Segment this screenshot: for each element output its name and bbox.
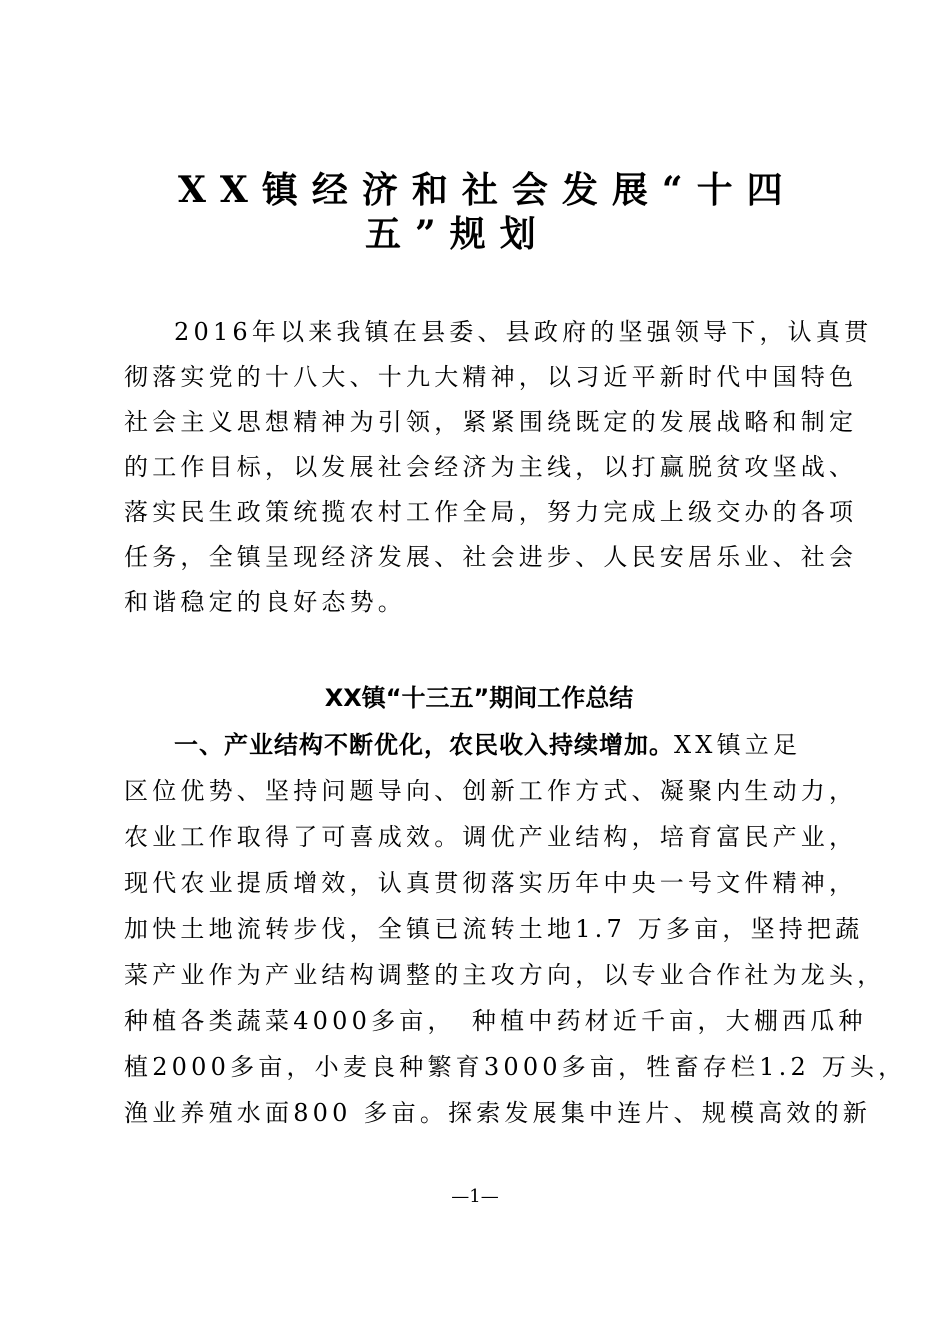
item1-line-5: 加快土地流转步伐，全镇已流转土地1.7 万多亩，坚持把蔬 [124, 915, 864, 943]
intro-line-7: 和谐稳定的良好态势。 [124, 588, 406, 616]
intro-line-2: 彻落实党的十八大、十九大精神，以习近平新时代中国特色 [124, 363, 858, 391]
intro-line-5: 落实民生政策统揽农村工作全局，努力完成上级交办的各项 [124, 498, 858, 526]
intro-line-1: 2016年以来我镇在县委、县政府的坚强领导下，认真贯 [174, 318, 873, 346]
item1-line-7: 种植各类蔬菜4000多亩， 种植中药材近千亩，大棚西瓜种 [124, 1007, 867, 1035]
page-number: —1— [451, 1186, 499, 1207]
section-heading: XX镇“十三五”期间工作总结 [324, 684, 634, 712]
item1-lead: 一、产业结构不断优化，农民收入持续增加。 [174, 731, 674, 759]
document-title-line-2: 五”规划 [365, 213, 550, 255]
item1-line-9: 渔业养殖水面800 多亩。探索发展集中连片、规模高效的新 [124, 1099, 872, 1127]
intro-line-6: 任务，全镇呈现经济发展、社会进步、人民安居乐业、社会 [124, 543, 858, 571]
item1-line-2: 区位优势、坚持问题导向、创新工作方式、凝聚内生动力， [124, 777, 858, 805]
document-title-line-1: XX镇经济和社会发展“十四 [178, 169, 797, 211]
intro-line-3: 社会主义思想精神为引领，紧紧围绕既定的发展战略和制定 [124, 408, 858, 436]
item1-line-4: 现代农业提质增效，认真贯彻落实历年中央一号文件精神， [124, 869, 858, 897]
item1-first-line-rest: XX镇立足 [674, 731, 802, 759]
item1-line-3: 农业工作取得了可喜成效。调优产业结构，培育富民产业， [124, 823, 858, 851]
intro-line-4: 的工作目标，以发展社会经济为主线，以打赢脱贫攻坚战、 [124, 453, 858, 481]
item1-first-line [174, 730, 884, 760]
item1-line-6: 菜产业作为产业结构调整的主攻方向，以专业合作社为龙头， [124, 961, 886, 989]
item1-line-8: 植2000多亩，小麦良种繁育3000多亩，牲畜存栏1.2 万头， [124, 1053, 907, 1081]
